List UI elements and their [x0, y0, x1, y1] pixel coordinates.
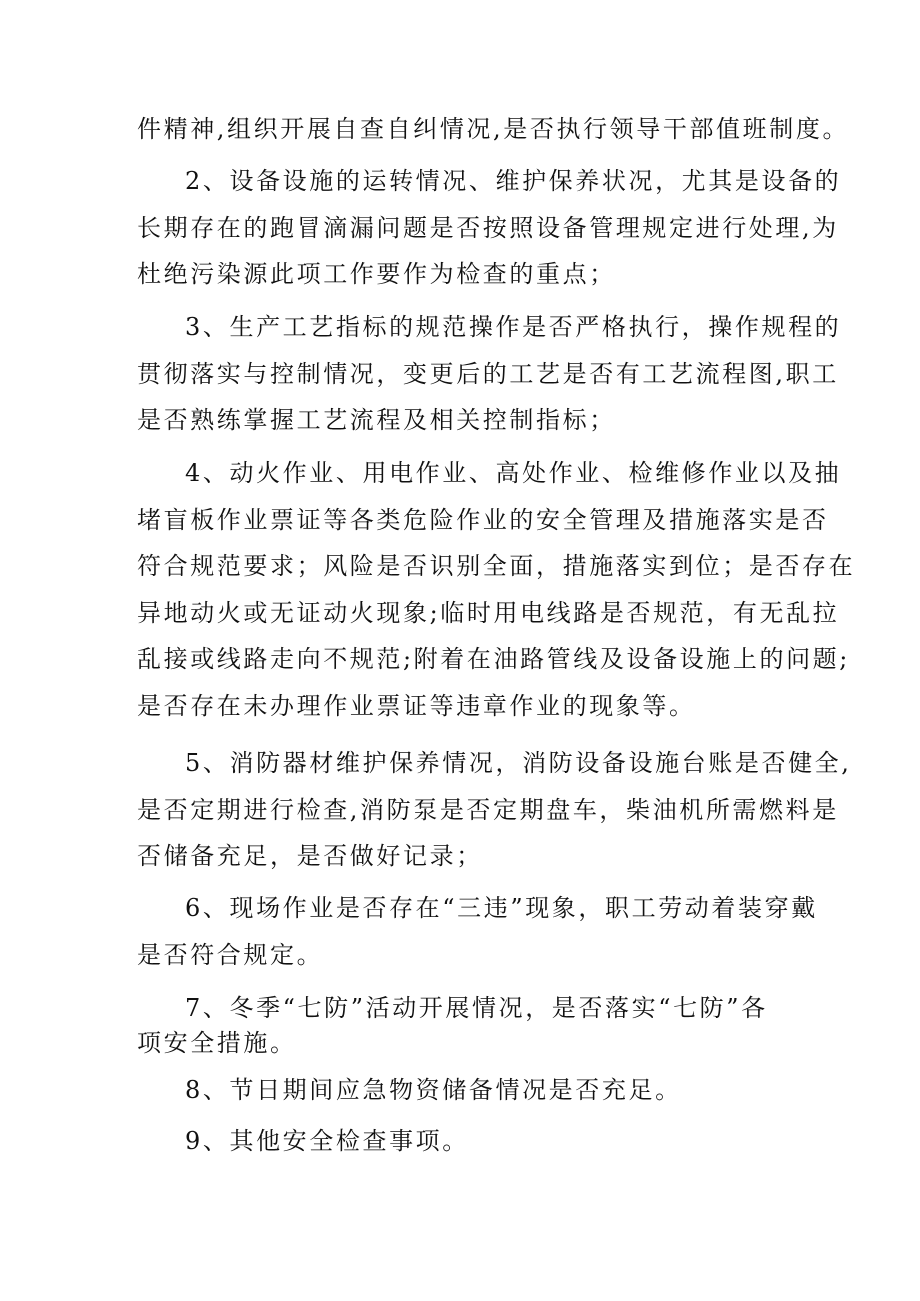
- text-line: 8、节日期间应急物资储备情况是否充足。: [185, 1076, 682, 1104]
- text-line: 是否存在未办理作业票证等违章作业的现象等。: [137, 691, 696, 720]
- text-line: 乱接或线路走向不规范;附着在油路管线及设备设施上的问题;: [137, 645, 850, 673]
- paragraph-item-4: [137, 450, 856, 729]
- text-line: 3、生产工艺指标的规范操作是否严格执行，操作规程的: [185, 313, 842, 341]
- text-line: 是否符合规定。: [137, 940, 324, 969]
- text-line: 4、动火作业、用电作业、高处作业、检维修作业以及抽: [185, 459, 842, 487]
- text-line: 贯彻落实与控制情况，变更后的工艺是否有工艺流程图,职工: [137, 359, 839, 388]
- paragraph-item-3: [137, 304, 842, 444]
- text-line: 2、设备设施的运转情况、维护保养状况，尤其是设备的: [185, 167, 842, 195]
- text-line: 符合规范要求；风险是否识别全面，措施落实到位；是否存在: [137, 552, 856, 580]
- paragraph-item-5: [137, 740, 852, 880]
- text-line: 6、现场作业是否存在“三违”现象，职工劳动着装穿戴: [185, 894, 818, 922]
- paragraph-continuation: [137, 106, 850, 153]
- text-line: 5、消防器材维护保养情况，消防设备设施台账是否健全,: [185, 749, 852, 777]
- text-line: 堵盲板作业票证等各类危险作业的安全管理及措施落实是否: [137, 505, 829, 534]
- text-line: 否储备充足，是否做好记录；: [137, 842, 483, 870]
- paragraph-item-9: [137, 1118, 797, 1165]
- paragraph-item-2: [137, 158, 842, 298]
- text-line: 杜绝污染源此项工作要作为检查的重点；: [137, 260, 616, 288]
- paragraph-item-6: [137, 885, 818, 978]
- text-line: 异地动火或无证动火现象;临时用电线路是否规范，有无乱拉: [137, 598, 840, 627]
- text-line: 长期存在的跑冒滴漏问题是否按照设备管理规定进行处理,为: [137, 213, 839, 242]
- text-line: 项安全措施。: [137, 1029, 297, 1057]
- text-line: 是否定期进行检查,消防泵是否定期盘车，柴油机所需燃料是: [137, 795, 839, 824]
- text-line: 7、冬季“七防”活动开展情况，是否落实“七防”各: [185, 994, 768, 1022]
- text-line: 件精神,组织开展自查自纠情况,是否执行领导干部值班制度。: [137, 115, 850, 143]
- text-line: 9、其他安全检查事项。: [185, 1127, 469, 1155]
- paragraph-item-7: [137, 985, 797, 1067]
- text-line: 是否熟练掌握工艺流程及相关控制指标；: [137, 406, 616, 434]
- paragraph-item-8: [137, 1067, 797, 1114]
